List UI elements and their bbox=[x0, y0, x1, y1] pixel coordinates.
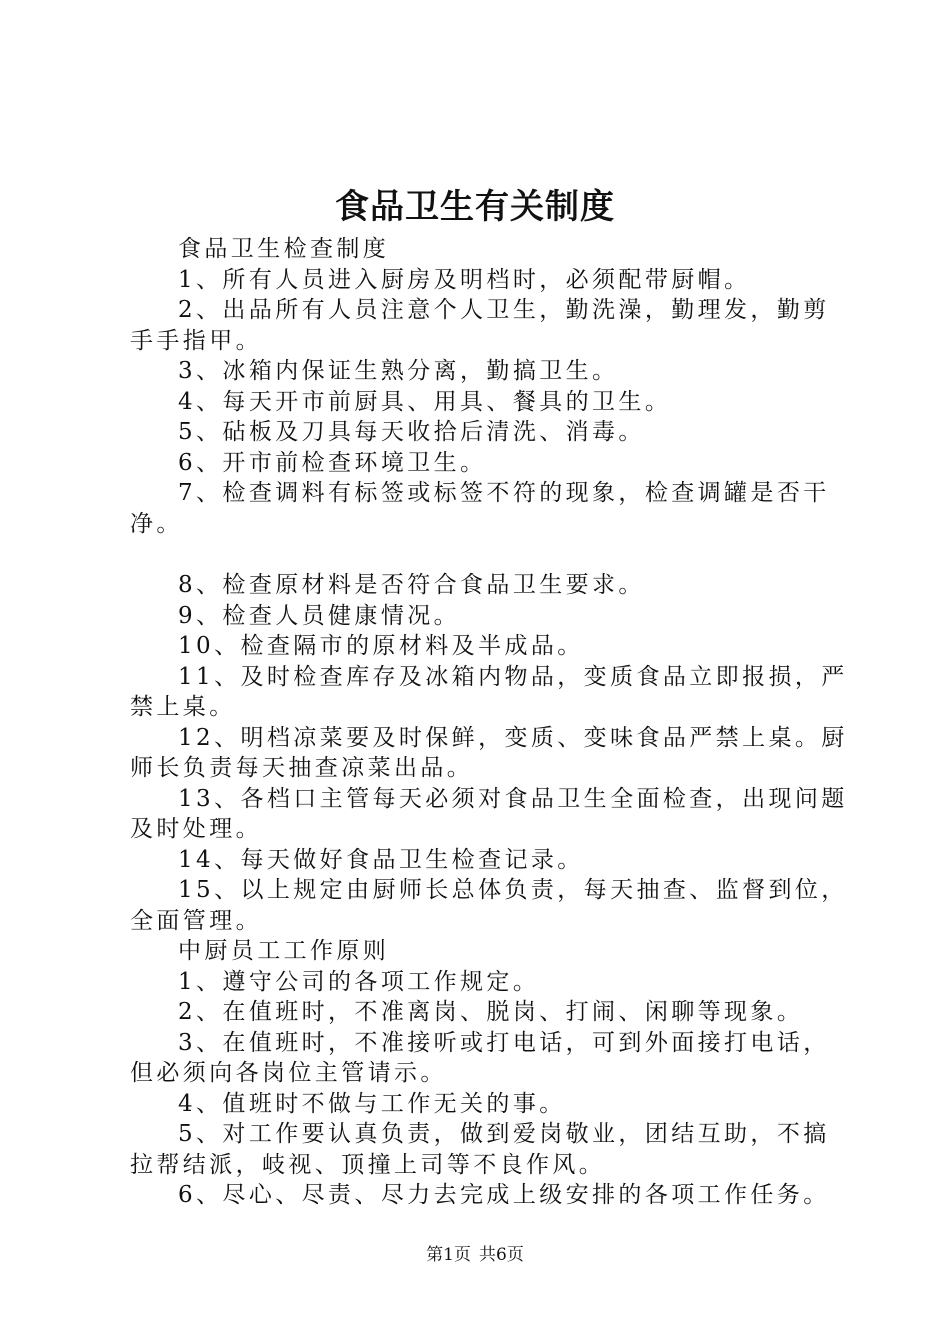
paragraph: 13、各档口主管每天必须对食品卫生全面检查，出现问题及时处理。 bbox=[130, 785, 848, 842]
section-heading-principles: 中厨员工工作原则 bbox=[178, 938, 390, 964]
paragraph: 15、以上规定由厨师长总体负责，每天抽查、监督到位，全面管理。 bbox=[130, 877, 848, 934]
paragraph: 12、明档凉菜要及时保鲜，变质、变味食品严禁上桌。厨师长负责每天抽查凉菜出品。 bbox=[130, 724, 848, 781]
paragraph: 5、对工作要认真负责，做到爱岗敬业，团结互助，不搞拉帮结派，岐视、顶撞上司等不良作风。 bbox=[130, 1121, 830, 1178]
paragraph: 1、所有人员进入厨房及明档时，必须配带厨帽。 bbox=[178, 266, 751, 293]
page-total: 共6页 bbox=[479, 1245, 524, 1265]
page-footer bbox=[0, 1243, 950, 1267]
paragraph: 5、砧板及刀具每天收拾后清洗、消毒。 bbox=[178, 419, 645, 445]
paragraph: 3、在值班时，不准接听或打电话，可到外面接打电话，但必须向各岗位主管请示。 bbox=[130, 1029, 830, 1086]
paragraph: 3、冰箱内保证生熟分离，勤搞卫生。 bbox=[178, 358, 619, 384]
paragraph: 6、尽心、尽责、尽力去完成上级安排的各项工作任务。 bbox=[178, 1182, 830, 1208]
paragraph: 10、检查隔市的原材料及半成品。 bbox=[178, 633, 584, 659]
paragraph: 9、检查人员健康情况。 bbox=[178, 602, 461, 629]
paragraph: 14、每天做好食品卫生检查记录。 bbox=[178, 846, 584, 873]
paragraph: 8、检查原材料是否符合食品卫生要求。 bbox=[178, 572, 645, 598]
paragraph: 2、出品所有人员注意个人卫生，勤洗澡，勤理发，勤剪手手指甲。 bbox=[130, 297, 830, 354]
paragraph: 1、遵守公司的各项工作规定。 bbox=[178, 968, 540, 995]
section-heading-inspection: 食品卫生检查制度 bbox=[178, 236, 390, 262]
page-number: 第1页 bbox=[426, 1245, 471, 1265]
paragraph: 11、及时检查库存及冰箱内物品，变质食品立即报损，严禁上桌。 bbox=[130, 663, 848, 720]
paragraph: 7、检查调料有标签或标签不符的现象，检查调罐是否干净。 bbox=[130, 480, 830, 537]
paragraph: 6、开市前检查环境卫生。 bbox=[178, 449, 487, 476]
document-body bbox=[130, 234, 850, 1211]
paragraph: 4、每天开市前厨具、用具、餐具的卫生。 bbox=[178, 388, 672, 415]
document-title: 食品卫生有关制度 bbox=[335, 187, 615, 227]
paragraph: 4、值班时不做与工作无关的事。 bbox=[178, 1090, 566, 1117]
paragraph: 2、在值班时，不准离岗、脱岗、打闹、闲聊等现象。 bbox=[178, 999, 804, 1025]
